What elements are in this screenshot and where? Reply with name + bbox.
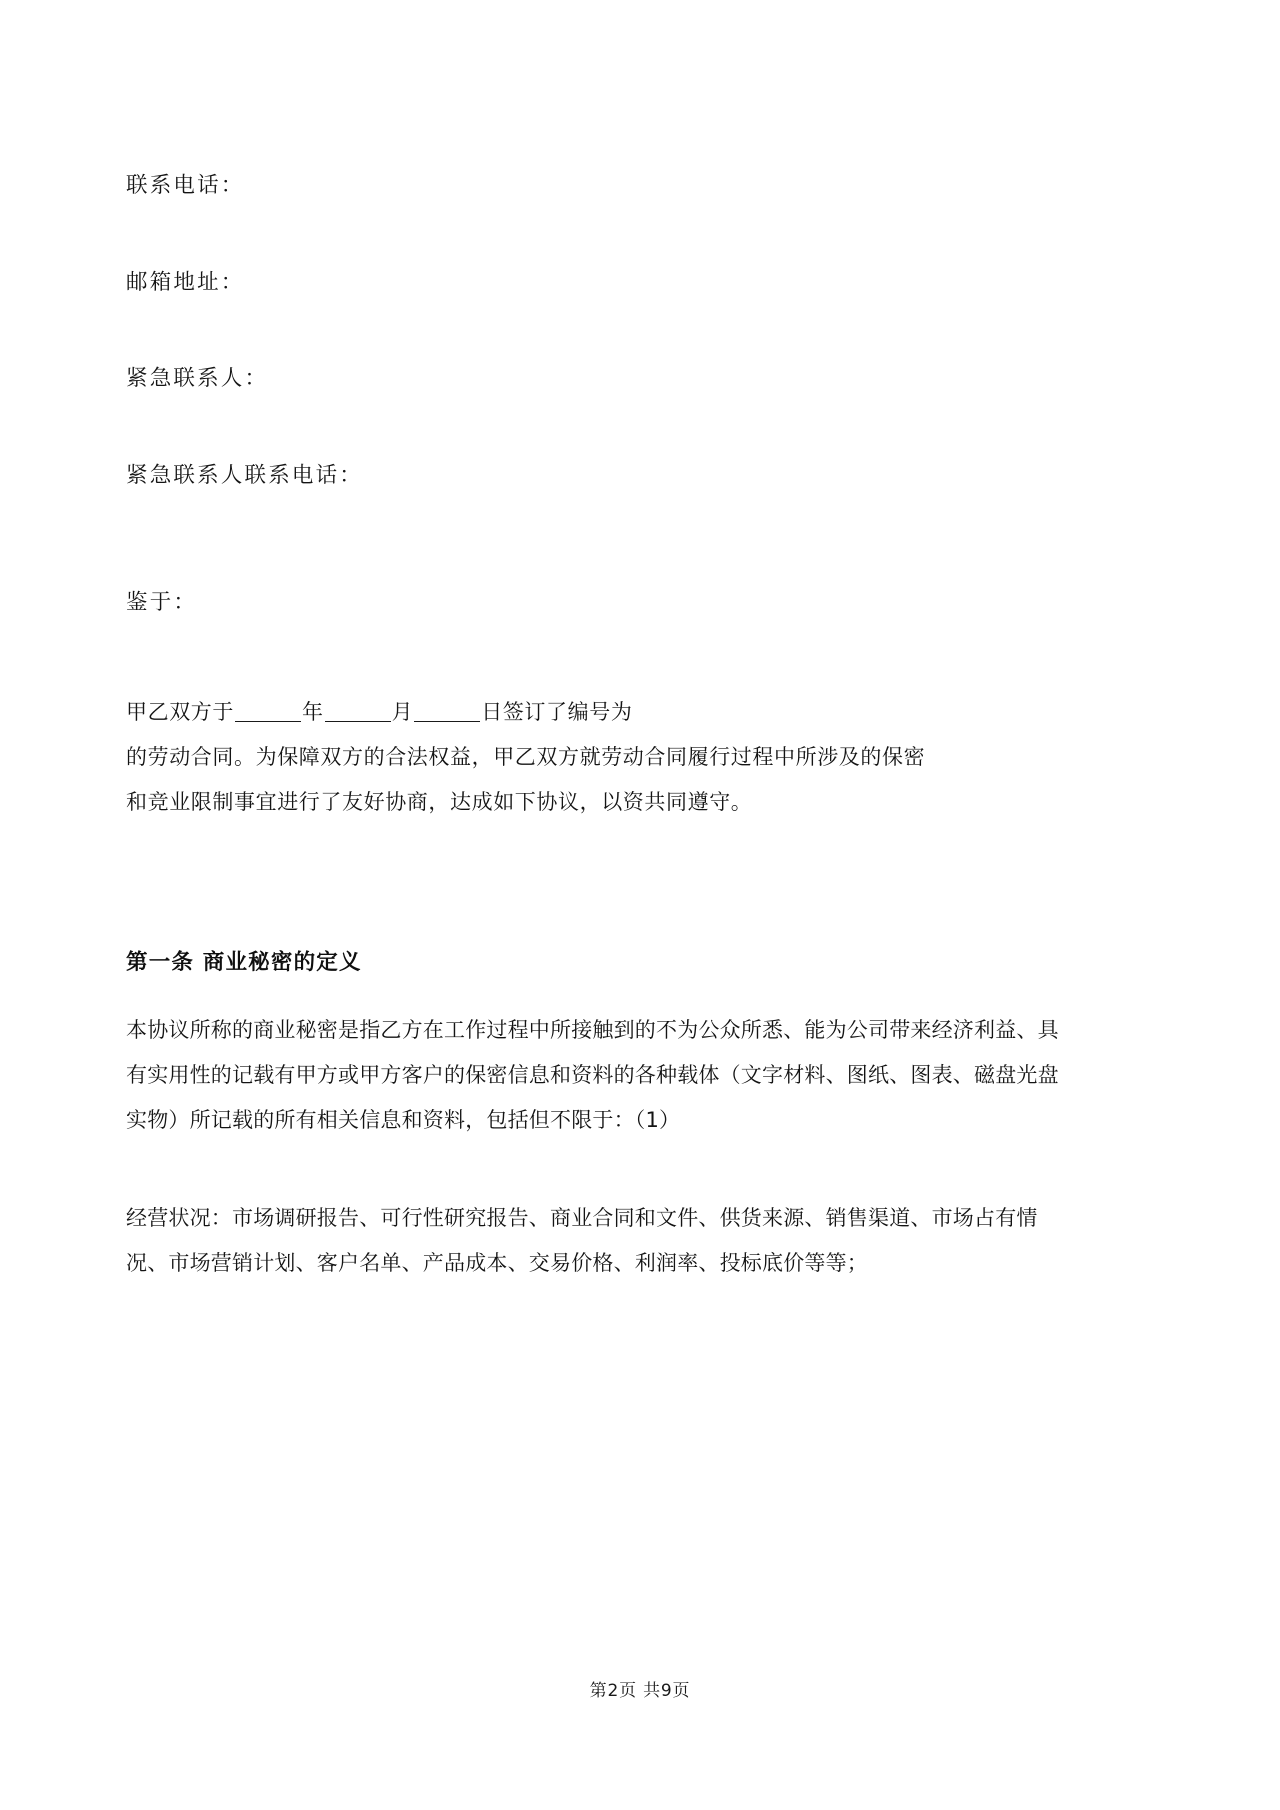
emergency-contact-field-label: 紧急联系人： xyxy=(126,366,269,391)
article-one-item-1: 经营状况：市场调研报告、可行性研究报告、商业合同和文件、供货来源、销售渠道、市场占有情况、市场营销计划、客户名单、产品成本、交易价格、利润率、投标底价等等； xyxy=(126,1206,1038,1275)
article-one-heading: 第一条 商业秘密的定义 xyxy=(126,950,362,975)
day-blank[interactable] xyxy=(414,702,480,722)
recital-line-3: 和竞业限制事宜进行了友好协商，达成如下协议，以资共同遵守。 xyxy=(126,790,753,814)
recital-paragraph xyxy=(126,690,1071,825)
recital-line-1 xyxy=(126,690,1071,735)
recital-prefix: 甲乙双方于 xyxy=(126,700,234,724)
article-one-definition-paragraph: 本协议所称的商业秘密是指乙方在工作过程中所接触到的不为公众所悉、能为公司带来经济利益、具有实用性的记载有甲方或甲方客户的保密信息和资料的各种载体（文字材料、图纸、图表、磁盘光盘实物）所记载的所有相关信息和资料，包括但不限于：（1） xyxy=(126,1018,1059,1132)
recital-line-2: 的劳动合同。为保障双方的合法权益，甲乙双方就劳动合同履行过程中所涉及的保密 xyxy=(126,745,926,769)
month-blank[interactable] xyxy=(325,702,391,722)
month-unit: 月 xyxy=(391,700,414,724)
year-blank[interactable] xyxy=(235,702,301,722)
email-field-label: 邮箱地址： xyxy=(126,270,245,295)
emergency-contact-phone-field-label: 紧急联系人联系电话： xyxy=(126,463,364,488)
page-footer: 第2页 共9页 xyxy=(589,1681,691,1701)
contact-phone-field-label: 联系电话： xyxy=(126,173,245,198)
whereas-label: 鉴于： xyxy=(126,590,198,615)
year-unit: 年 xyxy=(302,700,324,724)
day-unit-and-suffix: 日签订了编号为 xyxy=(481,700,633,724)
